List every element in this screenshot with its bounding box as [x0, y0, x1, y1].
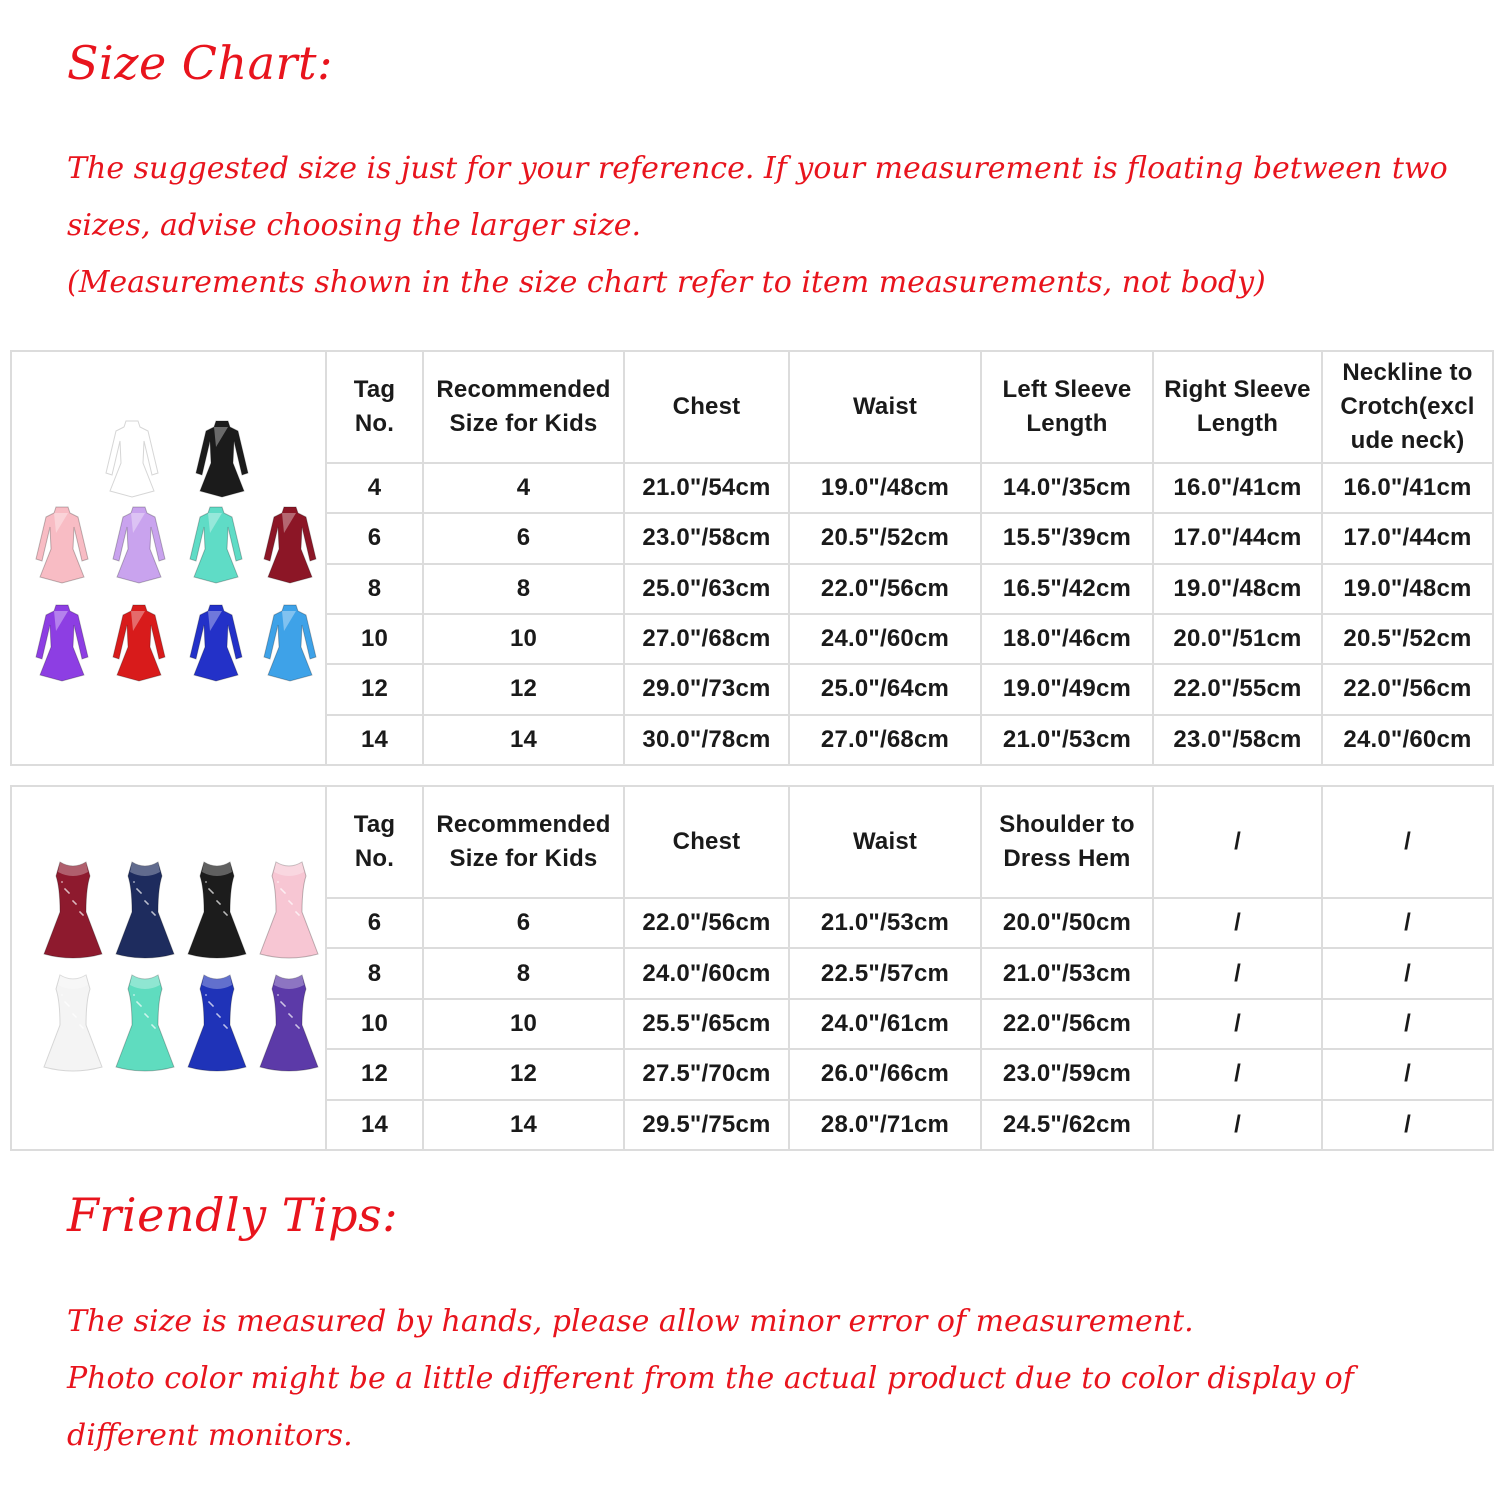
table-cell: 22.0"/56cm	[624, 898, 789, 948]
table-cell: 6	[326, 513, 423, 563]
table-cell: 19.0"/48cm	[789, 463, 981, 513]
table-cell: 24.0"/60cm	[1322, 715, 1493, 765]
size-table-sleeveless	[10, 785, 1494, 1151]
table-cell: 25.0"/63cm	[624, 564, 789, 614]
column-header	[1153, 351, 1322, 463]
column-header-line: Size for Kids	[449, 845, 598, 872]
sleeveless-dresses-photo	[11, 786, 326, 1150]
table-cell: 29.5"/75cm	[624, 1100, 789, 1150]
column-header-line: /	[1404, 828, 1411, 855]
table-cell: 6	[423, 898, 624, 948]
table-cell: 16.0"/41cm	[1153, 463, 1322, 513]
table-cell: 24.5"/62cm	[981, 1100, 1153, 1150]
size-note-1: The suggested size is just for your reference. If your measurement is floating between two	[67, 151, 1448, 186]
table-cell: 14.0"/35cm	[981, 463, 1153, 513]
column-header	[789, 786, 981, 898]
table-cell: /	[1322, 948, 1493, 998]
table-cell: 6	[326, 898, 423, 948]
table-cell: 27.0"/68cm	[624, 614, 789, 664]
table-cell: /	[1322, 1049, 1493, 1099]
column-header-line: Dress Hem	[1003, 845, 1131, 872]
table-cell: 8	[326, 948, 423, 998]
table-cell: 23.0"/59cm	[981, 1049, 1153, 1099]
table-cell: /	[1322, 999, 1493, 1049]
dress-image	[112, 971, 178, 1082]
table-cell: 12	[423, 1049, 624, 1099]
table-cell: 24.0"/61cm	[789, 999, 981, 1049]
dress-image	[107, 601, 171, 694]
dress-image	[258, 601, 322, 694]
column-header	[1322, 351, 1493, 463]
dress-image	[40, 858, 106, 969]
column-header	[981, 351, 1153, 463]
table-cell: /	[1153, 999, 1322, 1049]
dress-image	[107, 503, 171, 596]
column-header-line: Chest	[672, 828, 741, 855]
table-cell: 28.0"/71cm	[789, 1100, 981, 1150]
table-cell: 19.0"/48cm	[1153, 564, 1322, 614]
tip-note-2: Photo color might be a little different from the actual product due to color display of	[67, 1361, 1354, 1396]
dress-image	[258, 503, 322, 596]
column-header-line: Waist	[852, 828, 918, 855]
table-cell: 6	[423, 513, 624, 563]
column-header	[1153, 786, 1322, 898]
table-cell: 10	[423, 999, 624, 1049]
column-header	[789, 351, 981, 463]
table-cell: /	[1322, 1100, 1493, 1150]
table-cell: 18.0"/46cm	[981, 614, 1153, 664]
dress-image	[256, 971, 322, 1082]
dress-image	[190, 417, 254, 510]
table-cell: 14	[326, 1100, 423, 1150]
table-cell: 25.5"/65cm	[624, 999, 789, 1049]
table-cell: 16.5"/42cm	[981, 564, 1153, 614]
dress-image	[184, 858, 250, 969]
table-cell: 23.0"/58cm	[624, 513, 789, 563]
table-cell: 21.0"/53cm	[981, 715, 1153, 765]
column-header-line: Recommended	[436, 811, 611, 838]
table-cell: 24.0"/60cm	[624, 948, 789, 998]
column-header-line: Neckline to	[1342, 359, 1473, 386]
table-cell: 14	[423, 1100, 624, 1150]
table-cell: 8	[423, 564, 624, 614]
column-header-line: Length	[1196, 410, 1279, 437]
table-cell: /	[1153, 1049, 1322, 1099]
column-header	[624, 786, 789, 898]
dress-image	[184, 971, 250, 1082]
column-header-line: ude neck)	[1350, 427, 1465, 454]
tip-note-1: The size is measured by hands, please allow minor error of measurement.	[67, 1304, 1194, 1339]
table-cell: 20.0"/50cm	[981, 898, 1153, 948]
table-cell: 24.0"/60cm	[789, 614, 981, 664]
table-cell: 8	[326, 564, 423, 614]
table-cell: 22.0"/56cm	[789, 564, 981, 614]
column-header-line: /	[1234, 828, 1241, 855]
table-cell: 22.0"/56cm	[1322, 664, 1493, 714]
table-cell: 21.0"/54cm	[624, 463, 789, 513]
table-cell: 20.5"/52cm	[1322, 614, 1493, 664]
table-cell: /	[1153, 898, 1322, 948]
table-cell: 12	[326, 664, 423, 714]
table-cell: 17.0"/44cm	[1322, 513, 1493, 563]
table-cell: 10	[326, 614, 423, 664]
table-cell: /	[1153, 948, 1322, 998]
size-chart-notes	[67, 140, 1487, 311]
table-cell: 4	[326, 463, 423, 513]
table-cell: /	[1322, 898, 1493, 948]
size-note-3: (Measurements shown in the size chart refer to item measurements, not body)	[67, 265, 1266, 300]
table-cell: 25.0"/64cm	[789, 664, 981, 714]
table-cell: 15.5"/39cm	[981, 513, 1153, 563]
column-header-line: Tag	[353, 376, 396, 403]
table-cell: 26.0"/66cm	[789, 1049, 981, 1099]
table-cell: 22.0"/55cm	[1153, 664, 1322, 714]
column-header	[423, 786, 624, 898]
column-header-line: Recommended	[436, 376, 611, 403]
table-cell: 29.0"/73cm	[624, 664, 789, 714]
table-cell: 30.0"/78cm	[624, 715, 789, 765]
column-header	[624, 351, 789, 463]
friendly-tips-notes	[67, 1293, 1487, 1464]
table-cell: 4	[423, 463, 624, 513]
table-cell: /	[1153, 1100, 1322, 1150]
tip-note-3: different monitors.	[67, 1418, 353, 1453]
column-header	[326, 786, 423, 898]
table-cell: 14	[423, 715, 624, 765]
long-sleeve-dresses-photo	[11, 351, 326, 765]
table-cell: 10	[423, 614, 624, 664]
table-cell: 27.0"/68cm	[789, 715, 981, 765]
column-header-line: Left Sleeve	[1002, 376, 1132, 403]
column-header	[981, 786, 1153, 898]
dress-image	[184, 503, 248, 596]
table-cell: 21.0"/53cm	[789, 898, 981, 948]
table-cell: 10	[326, 999, 423, 1049]
table-cell: 19.0"/48cm	[1322, 564, 1493, 614]
table-cell: 22.0"/56cm	[981, 999, 1153, 1049]
column-header-line: Shoulder to	[999, 811, 1135, 838]
table-cell: 20.0"/51cm	[1153, 614, 1322, 664]
column-header-line: Chest	[672, 393, 741, 420]
column-header-line: No.	[354, 410, 395, 437]
table-cell: 12	[326, 1049, 423, 1099]
table-cell: 12	[423, 664, 624, 714]
size-table-long-sleeve	[10, 350, 1494, 766]
table-cell: 17.0"/44cm	[1153, 513, 1322, 563]
table-cell: 19.0"/49cm	[981, 664, 1153, 714]
column-header-line: Waist	[852, 393, 918, 420]
column-header	[1322, 786, 1493, 898]
column-header-line: Tag	[353, 811, 396, 838]
table-cell: 21.0"/53cm	[981, 948, 1153, 998]
size-note-2: sizes, advise choosing the larger size.	[67, 208, 642, 243]
column-header-line: Length	[1026, 410, 1108, 437]
table-cell: 20.5"/52cm	[789, 513, 981, 563]
table-cell: 27.5"/70cm	[624, 1049, 789, 1099]
table-cell: 23.0"/58cm	[1153, 715, 1322, 765]
dress-image	[100, 417, 164, 510]
column-header	[326, 351, 423, 463]
column-header-line: No.	[354, 845, 395, 872]
column-header-line: Right Sleeve	[1164, 376, 1311, 403]
dress-image	[30, 601, 94, 694]
column-header-line: Size for Kids	[449, 410, 598, 437]
table-cell: 16.0"/41cm	[1322, 463, 1493, 513]
dress-image	[112, 858, 178, 969]
friendly-tips-title: Friendly Tips:	[67, 1188, 399, 1242]
column-header	[423, 351, 624, 463]
column-header-line: Crotch(excl	[1340, 393, 1475, 420]
table-cell: 8	[423, 948, 624, 998]
table-cell: 22.5"/57cm	[789, 948, 981, 998]
dress-image	[40, 971, 106, 1082]
size-chart-title: Size Chart:	[67, 36, 334, 90]
table-cell: 14	[326, 715, 423, 765]
dress-image	[30, 503, 94, 596]
dress-image	[256, 858, 322, 969]
dress-image	[184, 601, 248, 694]
